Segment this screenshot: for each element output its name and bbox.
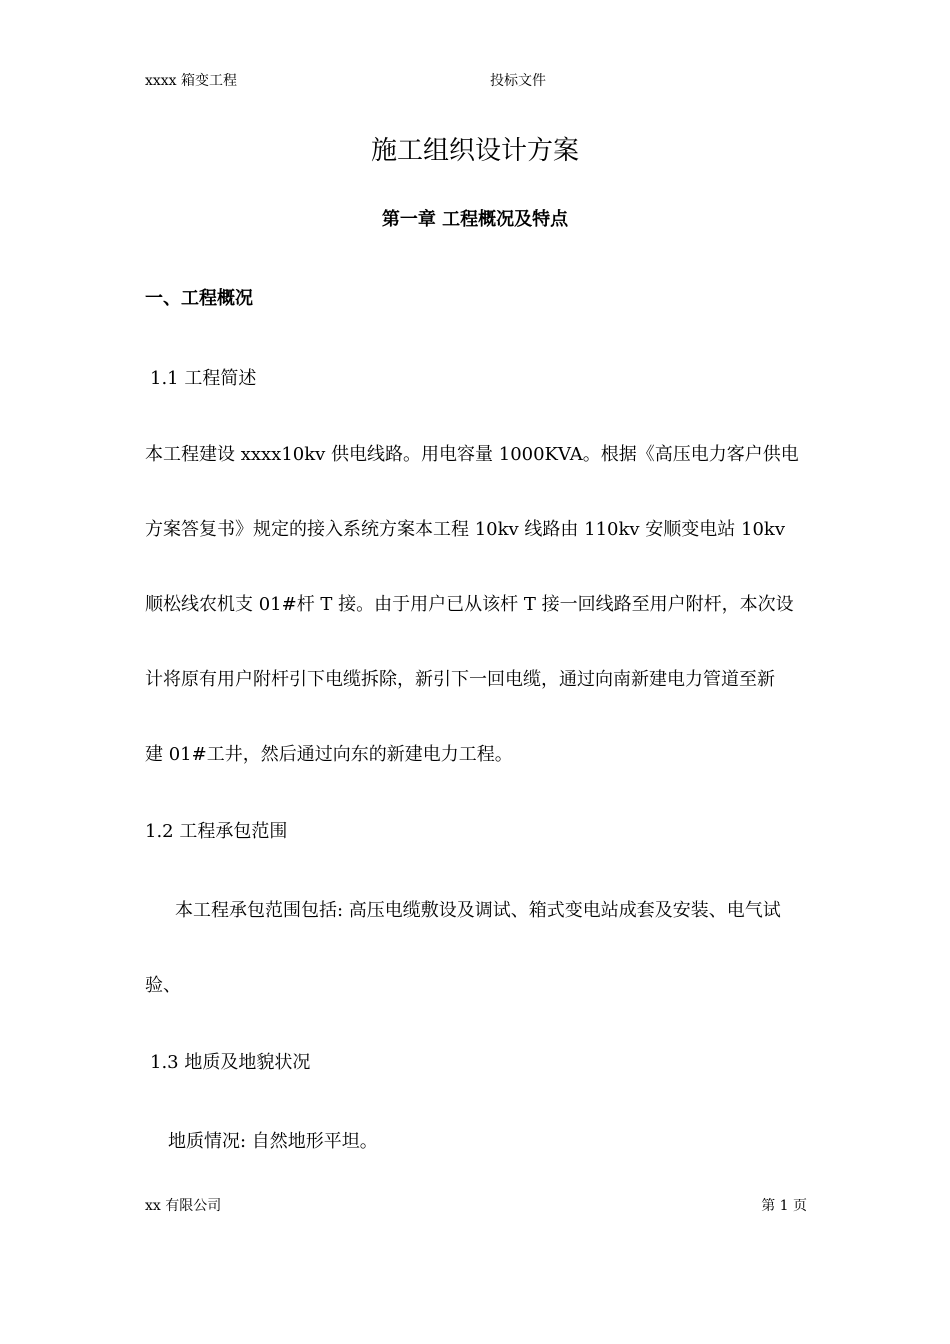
paragraph-line: 本工程建设 xxxx10kv 供电线路。用电容量 1000KVA。根据《高压电力客户供电 <box>145 444 799 465</box>
subsection-heading-1-2: 1.2 工程承包范围 <box>145 821 288 842</box>
paragraph-line: 建 01#工井，然后通过向东的新建电力工程。 <box>145 744 513 765</box>
paragraph-line: 顺松线农机支 01#杆 T 接。由于用户已从该杆 T 接一回线路至用户附杆，本次设 <box>145 594 794 615</box>
paragraph-line: 本工程承包范围包括: 高压电缆敷设及调试、箱式变电站成套及安装、电气试 <box>175 900 781 921</box>
footer-page-number: 第 1 页 <box>761 1198 807 1214</box>
subsection-heading-1-1: 1.1 工程简述 <box>150 368 257 389</box>
header-doc-type: 投标文件 <box>490 73 546 89</box>
subsection-heading-1-3: 1.3 地质及地貌状况 <box>150 1052 311 1073</box>
document-title: 施工组织设计方案 <box>370 136 579 166</box>
paragraph-line: 地质情况: 自然地形平坦。 <box>168 1131 378 1152</box>
paragraph-line: 计将原有用户附杆引下电缆拆除，新引下一回电缆，通过向南新建电力管道至新 <box>145 669 775 690</box>
footer-company: xx 有限公司 <box>145 1198 222 1214</box>
paragraph-line: 验、 <box>145 975 181 996</box>
chapter-heading: 第一章 工程概况及特点 <box>381 209 569 230</box>
header-project-name: xxxx 箱变工程 <box>145 73 238 89</box>
section-heading: 一、工程概况 <box>145 288 253 309</box>
paragraph-line: 方案答复书》规定的接入系统方案本工程 10kv 线路由 110kv 安顺变电站 10kv <box>145 519 785 540</box>
